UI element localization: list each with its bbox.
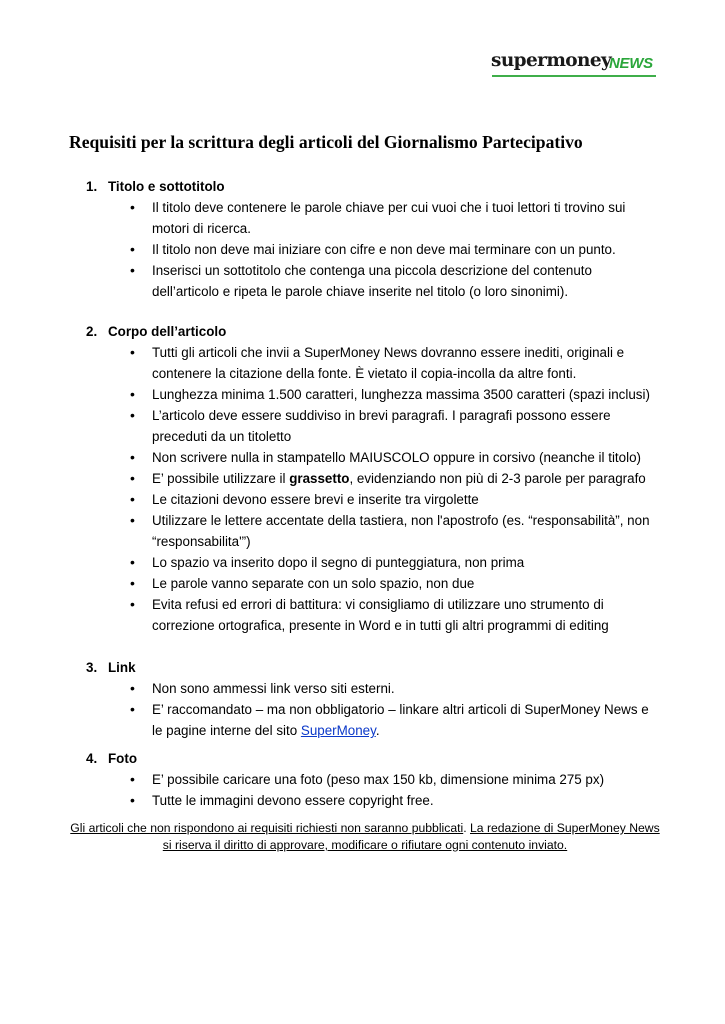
list-item-text: , evidenziando non più di 2-3 parole per paragrafo [349, 471, 646, 486]
list-item-text: E’ raccomandato – ma non obbligatorio – linkare altri articoli di SuperMoney News e le pagine interne del sito [152, 702, 649, 738]
section-title: Corpo dell’articolo [108, 324, 227, 339]
section-title: Titolo e sottotitolo [108, 179, 225, 194]
section-titolo-e-sottotitolo [86, 176, 657, 302]
list-item: • Utilizzare le lettere accentate della tastiera, non l'apostrofo (es. “responsabilità”, non “responsabilita'”) [86, 510, 657, 552]
list-item: • Inserisci un sottotitolo che contenga una piccola descrizione del contenuto dell’articolo e ripeta le parole chiave inserite nel titolo (o loro sinonimi). [86, 260, 657, 302]
list-item: • Non sono ammessi link verso siti esterni. [86, 678, 657, 699]
list-item: • Non scrivere nulla in stampatello MAIUSCOLO oppure in corsivo (neanche il titolo) [86, 447, 657, 468]
section-number: 3. [86, 660, 98, 675]
section-number: 2. [86, 324, 98, 339]
list-item: • Tutte le immagini devono essere copyright free. [86, 790, 657, 811]
section-heading [86, 657, 657, 678]
supermoney-link[interactable]: SuperMoney [300, 723, 376, 738]
logo-underline [492, 75, 656, 77]
list-item: • Lunghezza minima 1.500 caratteri, lunghezza massima 3500 caratteri (spazi inclusi) [86, 384, 657, 405]
section-heading [86, 176, 657, 197]
footer-text-part2: La redazione di SuperMoney News si riserva il diritto di approvare, modificare o rifiutare ogni contenuto inviato. [162, 821, 660, 852]
list-item: • Tutti gli articoli che invii a SuperMoney News dovranno essere inediti, originali e contenere la citazione della fonte. È vietato il copia-incolla da altre fonti. [86, 342, 657, 384]
list-item: • Il titolo deve contenere le parole chiave per cui vuoi che i tuoi lettori ti trovino sui motori di ricerca. [86, 197, 657, 239]
section-link [86, 657, 657, 741]
list-item: • Le parole vanno separate con un solo spazio, non due [86, 573, 657, 594]
section-number: 4. [86, 751, 98, 766]
section-foto [86, 748, 657, 811]
list-item: • E’ possibile caricare una foto (peso max 150 kb, dimensione minima 275 px) [86, 769, 657, 790]
list-item: • Lo spazio va inserito dopo il segno di punteggiatura, non prima [86, 552, 657, 573]
list-item: • Le citazioni devono essere brevi e inserite tra virgolette [86, 489, 657, 510]
list-item: • Evita refusi ed errori di battitura: vi consigliamo di utilizzare uno strumento di correzione ortografica, presente in Word e in tutti gli altri programmi di editing [86, 594, 657, 636]
section-number: 1. [86, 179, 98, 194]
section-heading [86, 321, 657, 342]
bullet-list [86, 197, 657, 302]
section-heading [86, 748, 657, 769]
list-item-text: . [375, 723, 380, 738]
supermoney-news-logo [491, 52, 656, 78]
list-item: • Il titolo non deve mai iniziare con cifre e non deve mai terminare con un punto. [86, 239, 657, 260]
section-title: Link [108, 660, 136, 675]
document-title: Requisiti per la scrittura degli articoli del Giornalismo Partecipativo [69, 132, 583, 152]
bullet-list [86, 769, 657, 811]
logo-wordmark: supermoney [491, 50, 612, 71]
section-corpo-articolo [86, 321, 657, 636]
section-title: Foto [108, 751, 137, 766]
list-item [86, 468, 657, 489]
footer-text-part1: Gli articoli che non rispondono ai requisiti richiesti non saranno pubblicati [70, 821, 464, 835]
bullet-list [86, 678, 657, 741]
logo-news-suffix: NEWS [609, 55, 653, 72]
list-item [86, 699, 657, 741]
list-item: • L’articolo deve essere suddiviso in brevi paragrafi. I paragrafi possono essere preceduti da un titoletto [86, 405, 657, 447]
bold-emphasis: grassetto [289, 471, 350, 486]
footer-separator: . [463, 821, 470, 835]
footer-disclaimer [70, 820, 660, 854]
list-item-text: E’ possibile utilizzare il [152, 471, 290, 486]
bullet-list [86, 342, 657, 636]
